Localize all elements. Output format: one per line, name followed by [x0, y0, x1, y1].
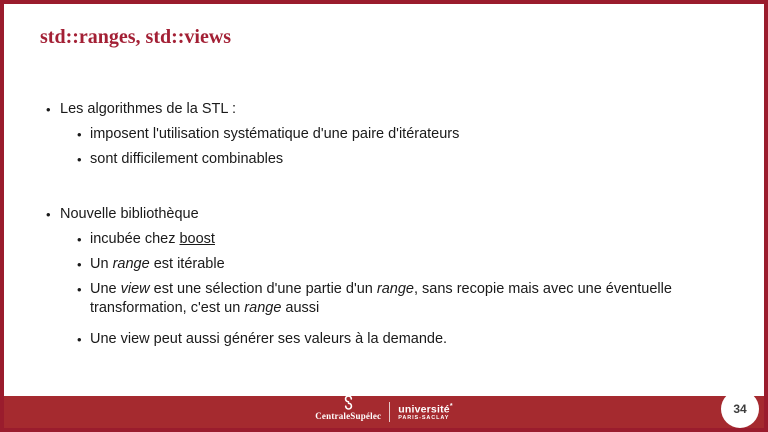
centralesupelec-logo-icon: [341, 395, 356, 410]
bullet-icon: •: [77, 282, 82, 297]
list-item-text: sont difficilement combinables: [90, 151, 284, 167]
text-segment-italic: view: [120, 281, 150, 297]
text-segment: est une sélection d'une partie d'un: [149, 281, 377, 297]
centralesupelec-logo: [315, 395, 381, 421]
list-item: [40, 205, 732, 224]
text-segment: , sans recopie mais avec une éventuelle: [413, 281, 672, 297]
list-item: [40, 100, 732, 119]
text-segment: Une: [90, 281, 121, 297]
footer-logos: [4, 396, 764, 428]
list-item: [40, 280, 732, 318]
list-item: [40, 330, 732, 349]
list-item: [40, 125, 732, 144]
list-item: [40, 255, 732, 274]
list-item-text: [90, 281, 672, 316]
page-number: 34: [733, 402, 747, 416]
bullet-icon: •: [46, 102, 51, 117]
boost-link[interactable]: boost: [179, 231, 215, 247]
text-segment: aussi: [281, 300, 320, 316]
list-item-text: [90, 256, 225, 272]
list-item: [40, 230, 732, 249]
bullet-icon: •: [46, 207, 51, 222]
text-segment: est itérable: [149, 256, 225, 272]
logo-divider: [389, 402, 390, 422]
bullet-icon: •: [77, 232, 82, 247]
footer-bar: [4, 396, 764, 428]
centralesupelec-wordmark: CentraleSupélec: [315, 411, 382, 421]
list-item-text: imposent l'utilisation systématique d'une paire d'itérateurs: [90, 126, 460, 142]
text-segment: Un: [90, 256, 113, 272]
text-segment: transformation, c'est un: [90, 300, 245, 316]
universite-text: université: [398, 403, 450, 416]
page-title: std::ranges, std::views: [40, 26, 232, 48]
list-item: [40, 150, 732, 169]
bullet-icon: •: [77, 152, 82, 167]
text-segment-italic: range: [112, 256, 150, 272]
paris-saclay-text: PARIS-SACLAY: [398, 414, 450, 421]
text-segment-italic: range: [376, 281, 414, 297]
text-segment-italic: range: [244, 300, 282, 316]
universite-paris-saclay-logo: [398, 403, 453, 422]
universite-wordmark: [398, 403, 453, 415]
list-item-text: Nouvelle bibliothèque: [60, 206, 199, 222]
page-number-badge: [721, 390, 759, 428]
bullet-icon: •: [77, 257, 82, 272]
star-icon: *: [449, 402, 453, 410]
slide-body: [40, 100, 732, 349]
list-item-text: Une view peut aussi générer ses valeurs à la demande.: [90, 331, 448, 347]
list-item-text: Les algorithmes de la STL :: [60, 101, 236, 117]
text-segment: incubée chez: [90, 231, 180, 247]
bullet-icon: •: [77, 332, 82, 347]
bullet-icon: •: [77, 127, 82, 142]
list-item-text: [90, 231, 215, 247]
